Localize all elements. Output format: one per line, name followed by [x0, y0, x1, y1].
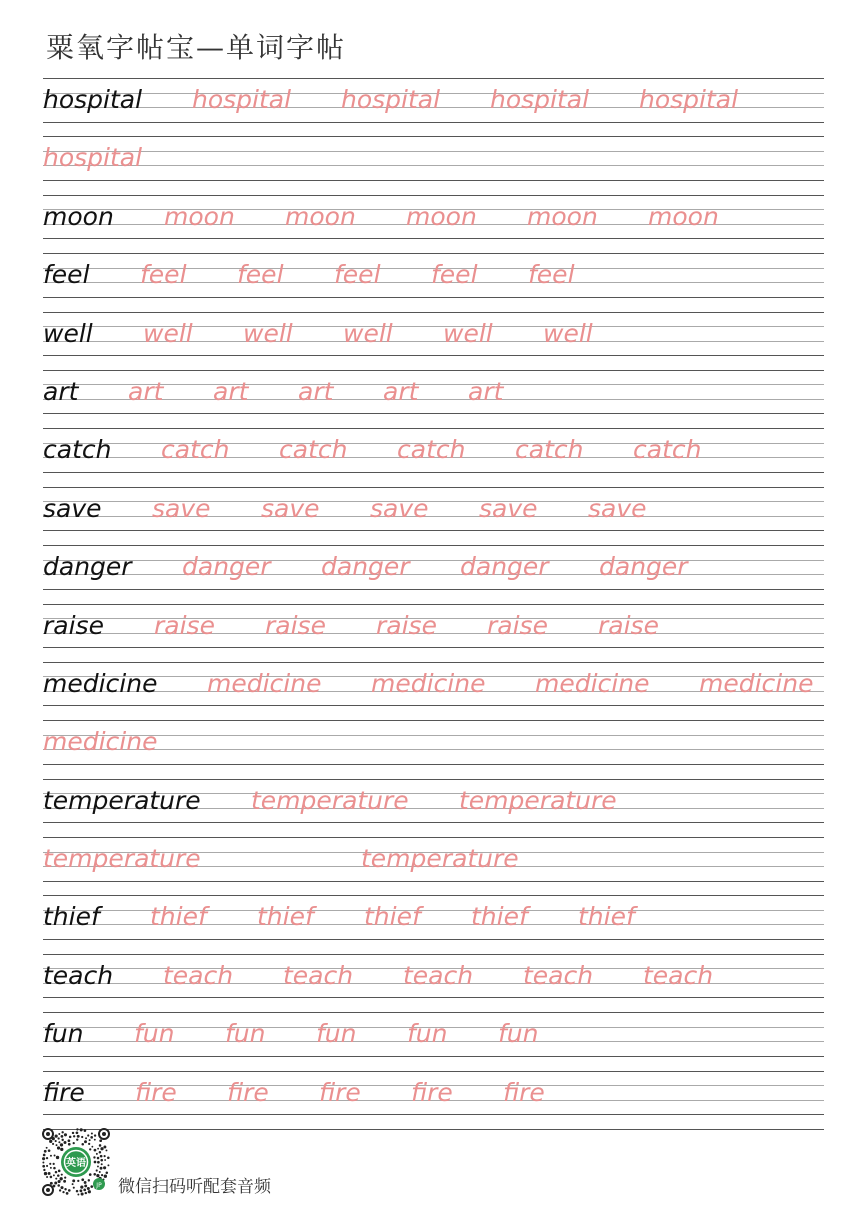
trace-word: medicine	[699, 668, 814, 698]
model-word: feel	[43, 260, 90, 290]
trace-word: fire	[319, 1077, 361, 1107]
ruled-line	[43, 735, 824, 736]
trace-word: danger	[182, 552, 271, 582]
practice-row	[43, 253, 824, 311]
model-word: art	[43, 376, 79, 406]
ruled-line	[43, 749, 824, 750]
trace-word: teach	[283, 960, 354, 990]
trace-word: thief	[578, 902, 635, 932]
trace-word: thief	[150, 902, 207, 932]
model-word: danger	[43, 552, 132, 582]
trace-word: fun	[225, 1019, 266, 1049]
trace-word: moon	[648, 201, 719, 231]
model-word: well	[43, 318, 93, 348]
trace-word: raise	[487, 610, 548, 640]
ruled-line	[43, 545, 824, 546]
trace-word: thief	[364, 902, 421, 932]
trace-word: medicine	[207, 668, 322, 698]
trace-word: thief	[471, 902, 528, 932]
trace-word: teach	[163, 960, 234, 990]
practice-sheet	[43, 78, 824, 1130]
trace-word: teach	[643, 960, 714, 990]
ruled-line	[43, 530, 824, 531]
trace-word: hospital	[192, 85, 292, 114]
trace-word: teach	[523, 960, 594, 990]
trace-word: feel	[528, 260, 575, 290]
practice-row	[43, 837, 824, 895]
ruled-line	[43, 355, 824, 356]
trace-word: save	[588, 493, 647, 523]
trace-word: fire	[411, 1077, 453, 1107]
model-word: teach	[43, 960, 114, 990]
ruled-line	[43, 662, 824, 663]
trace-word: moon	[406, 201, 477, 231]
ruled-line	[43, 764, 824, 765]
ruled-line	[43, 997, 824, 998]
trace-word: well	[543, 318, 593, 348]
trace-word: raise	[154, 610, 215, 640]
trace-word: feel	[431, 260, 478, 290]
trace-word: temperature	[459, 785, 617, 815]
ruled-line	[43, 705, 824, 706]
trace-word: save	[152, 493, 211, 523]
trace-word: fun	[407, 1019, 448, 1049]
trace-word: catch	[515, 435, 584, 465]
ruled-line	[43, 428, 824, 429]
trace-word: fire	[135, 1077, 177, 1107]
practice-row	[43, 604, 824, 662]
trace-word: temperature	[361, 844, 519, 874]
model-word: save	[43, 493, 102, 523]
trace-word: catch	[397, 435, 466, 465]
practice-row	[43, 545, 824, 603]
ruled-line	[43, 1012, 824, 1013]
trace-word: feel	[334, 260, 381, 290]
trace-word: temperature	[251, 785, 409, 815]
ruled-line	[43, 1114, 824, 1115]
practice-row	[43, 428, 824, 486]
ruled-line	[43, 253, 824, 254]
trace-word: fun	[498, 1019, 539, 1049]
trace-word: feel	[140, 260, 187, 290]
practice-row	[43, 312, 824, 370]
trace-word: medicine	[371, 668, 486, 698]
qr-corner-text: JP	[96, 1182, 102, 1189]
ruled-line	[43, 895, 824, 896]
trace-word: save	[479, 493, 538, 523]
model-word: catch	[43, 435, 112, 465]
practice-row	[43, 662, 824, 720]
practice-row	[43, 895, 824, 953]
trace-word: danger	[460, 552, 549, 582]
ruled-line	[43, 472, 824, 473]
trace-word: raise	[376, 610, 437, 640]
trace-word: danger	[321, 552, 410, 582]
ruled-line	[43, 647, 824, 648]
trace-word: raise	[265, 610, 326, 640]
trace-word: thief	[257, 902, 314, 932]
trace-word: medicine	[43, 727, 158, 757]
model-word: fun	[43, 1019, 84, 1049]
practice-row	[43, 720, 824, 778]
ruled-line	[43, 881, 824, 882]
practice-row	[43, 78, 824, 136]
trace-word: feel	[237, 260, 284, 290]
ruled-line	[43, 487, 824, 488]
trace-word: fun	[316, 1019, 357, 1049]
ruled-line	[43, 312, 824, 313]
practice-row	[43, 487, 824, 545]
ruled-line	[43, 604, 824, 605]
model-word: medicine	[43, 668, 158, 698]
trace-word: danger	[599, 552, 688, 582]
model-word: raise	[43, 610, 104, 640]
trace-word: fun	[134, 1019, 175, 1049]
trace-word: save	[261, 493, 320, 523]
practice-row	[43, 1012, 824, 1070]
trace-word: raise	[598, 610, 659, 640]
ruled-line	[43, 136, 824, 137]
trace-word: catch	[161, 435, 230, 465]
trace-word: medicine	[535, 668, 650, 698]
trace-word: art	[128, 376, 164, 406]
ruled-line	[43, 151, 824, 152]
trace-word: moon	[527, 201, 598, 231]
practice-row	[43, 1071, 824, 1129]
page-title: 粟氧字帖宝—单词字帖	[46, 31, 347, 64]
trace-word: hospital	[490, 85, 590, 114]
ruled-line	[43, 78, 824, 79]
trace-word: teach	[403, 960, 474, 990]
ruled-line	[43, 574, 824, 575]
trace-word: hospital	[43, 143, 143, 173]
ruled-line	[43, 1071, 824, 1072]
ruled-line	[43, 180, 824, 181]
qr-badge-text: 英语	[66, 1158, 86, 1169]
trace-word: catch	[633, 435, 702, 465]
trace-word: art	[298, 376, 334, 406]
trace-word: art	[213, 376, 249, 406]
qr-code-icon[interactable]	[40, 1126, 112, 1198]
trace-word: save	[370, 493, 429, 523]
ruled-line	[43, 779, 824, 780]
trace-word: art	[468, 376, 504, 406]
ruled-line	[43, 195, 824, 196]
practice-row	[43, 136, 824, 194]
ruled-line	[43, 560, 824, 561]
trace-word: temperature	[43, 844, 201, 874]
ruled-line	[43, 122, 824, 123]
trace-word: art	[383, 376, 419, 406]
model-word: fire	[43, 1077, 85, 1107]
practice-row	[43, 195, 824, 253]
ruled-line	[43, 822, 824, 823]
ruled-line	[43, 413, 824, 414]
trace-word: well	[443, 318, 493, 348]
ruled-line	[43, 837, 824, 838]
trace-word: fire	[227, 1077, 269, 1107]
model-word: thief	[43, 902, 100, 932]
ruled-line	[43, 1056, 824, 1057]
trace-word: catch	[279, 435, 348, 465]
ruled-line	[43, 954, 824, 955]
ruled-line	[43, 165, 824, 166]
trace-word: moon	[285, 201, 356, 231]
practice-row	[43, 370, 824, 428]
trace-word: well	[143, 318, 193, 348]
trace-word: moon	[164, 201, 235, 231]
trace-word: well	[343, 318, 393, 348]
practice-row	[43, 954, 824, 1012]
ruled-line	[43, 939, 824, 940]
trace-word: fire	[503, 1077, 545, 1107]
trace-word: hospital	[639, 85, 739, 114]
model-word: temperature	[43, 785, 201, 815]
audio-caption: 微信扫码听配套音频	[118, 1177, 271, 1197]
ruled-line	[43, 238, 824, 239]
practice-row	[43, 779, 824, 837]
footer	[40, 1126, 400, 1206]
model-word: moon	[43, 201, 114, 231]
ruled-line	[43, 589, 824, 590]
ruled-line	[43, 297, 824, 298]
model-word: hospital	[43, 85, 143, 114]
ruled-line	[43, 720, 824, 721]
ruled-line	[43, 370, 824, 371]
trace-word: hospital	[341, 85, 441, 114]
trace-word: well	[243, 318, 293, 348]
